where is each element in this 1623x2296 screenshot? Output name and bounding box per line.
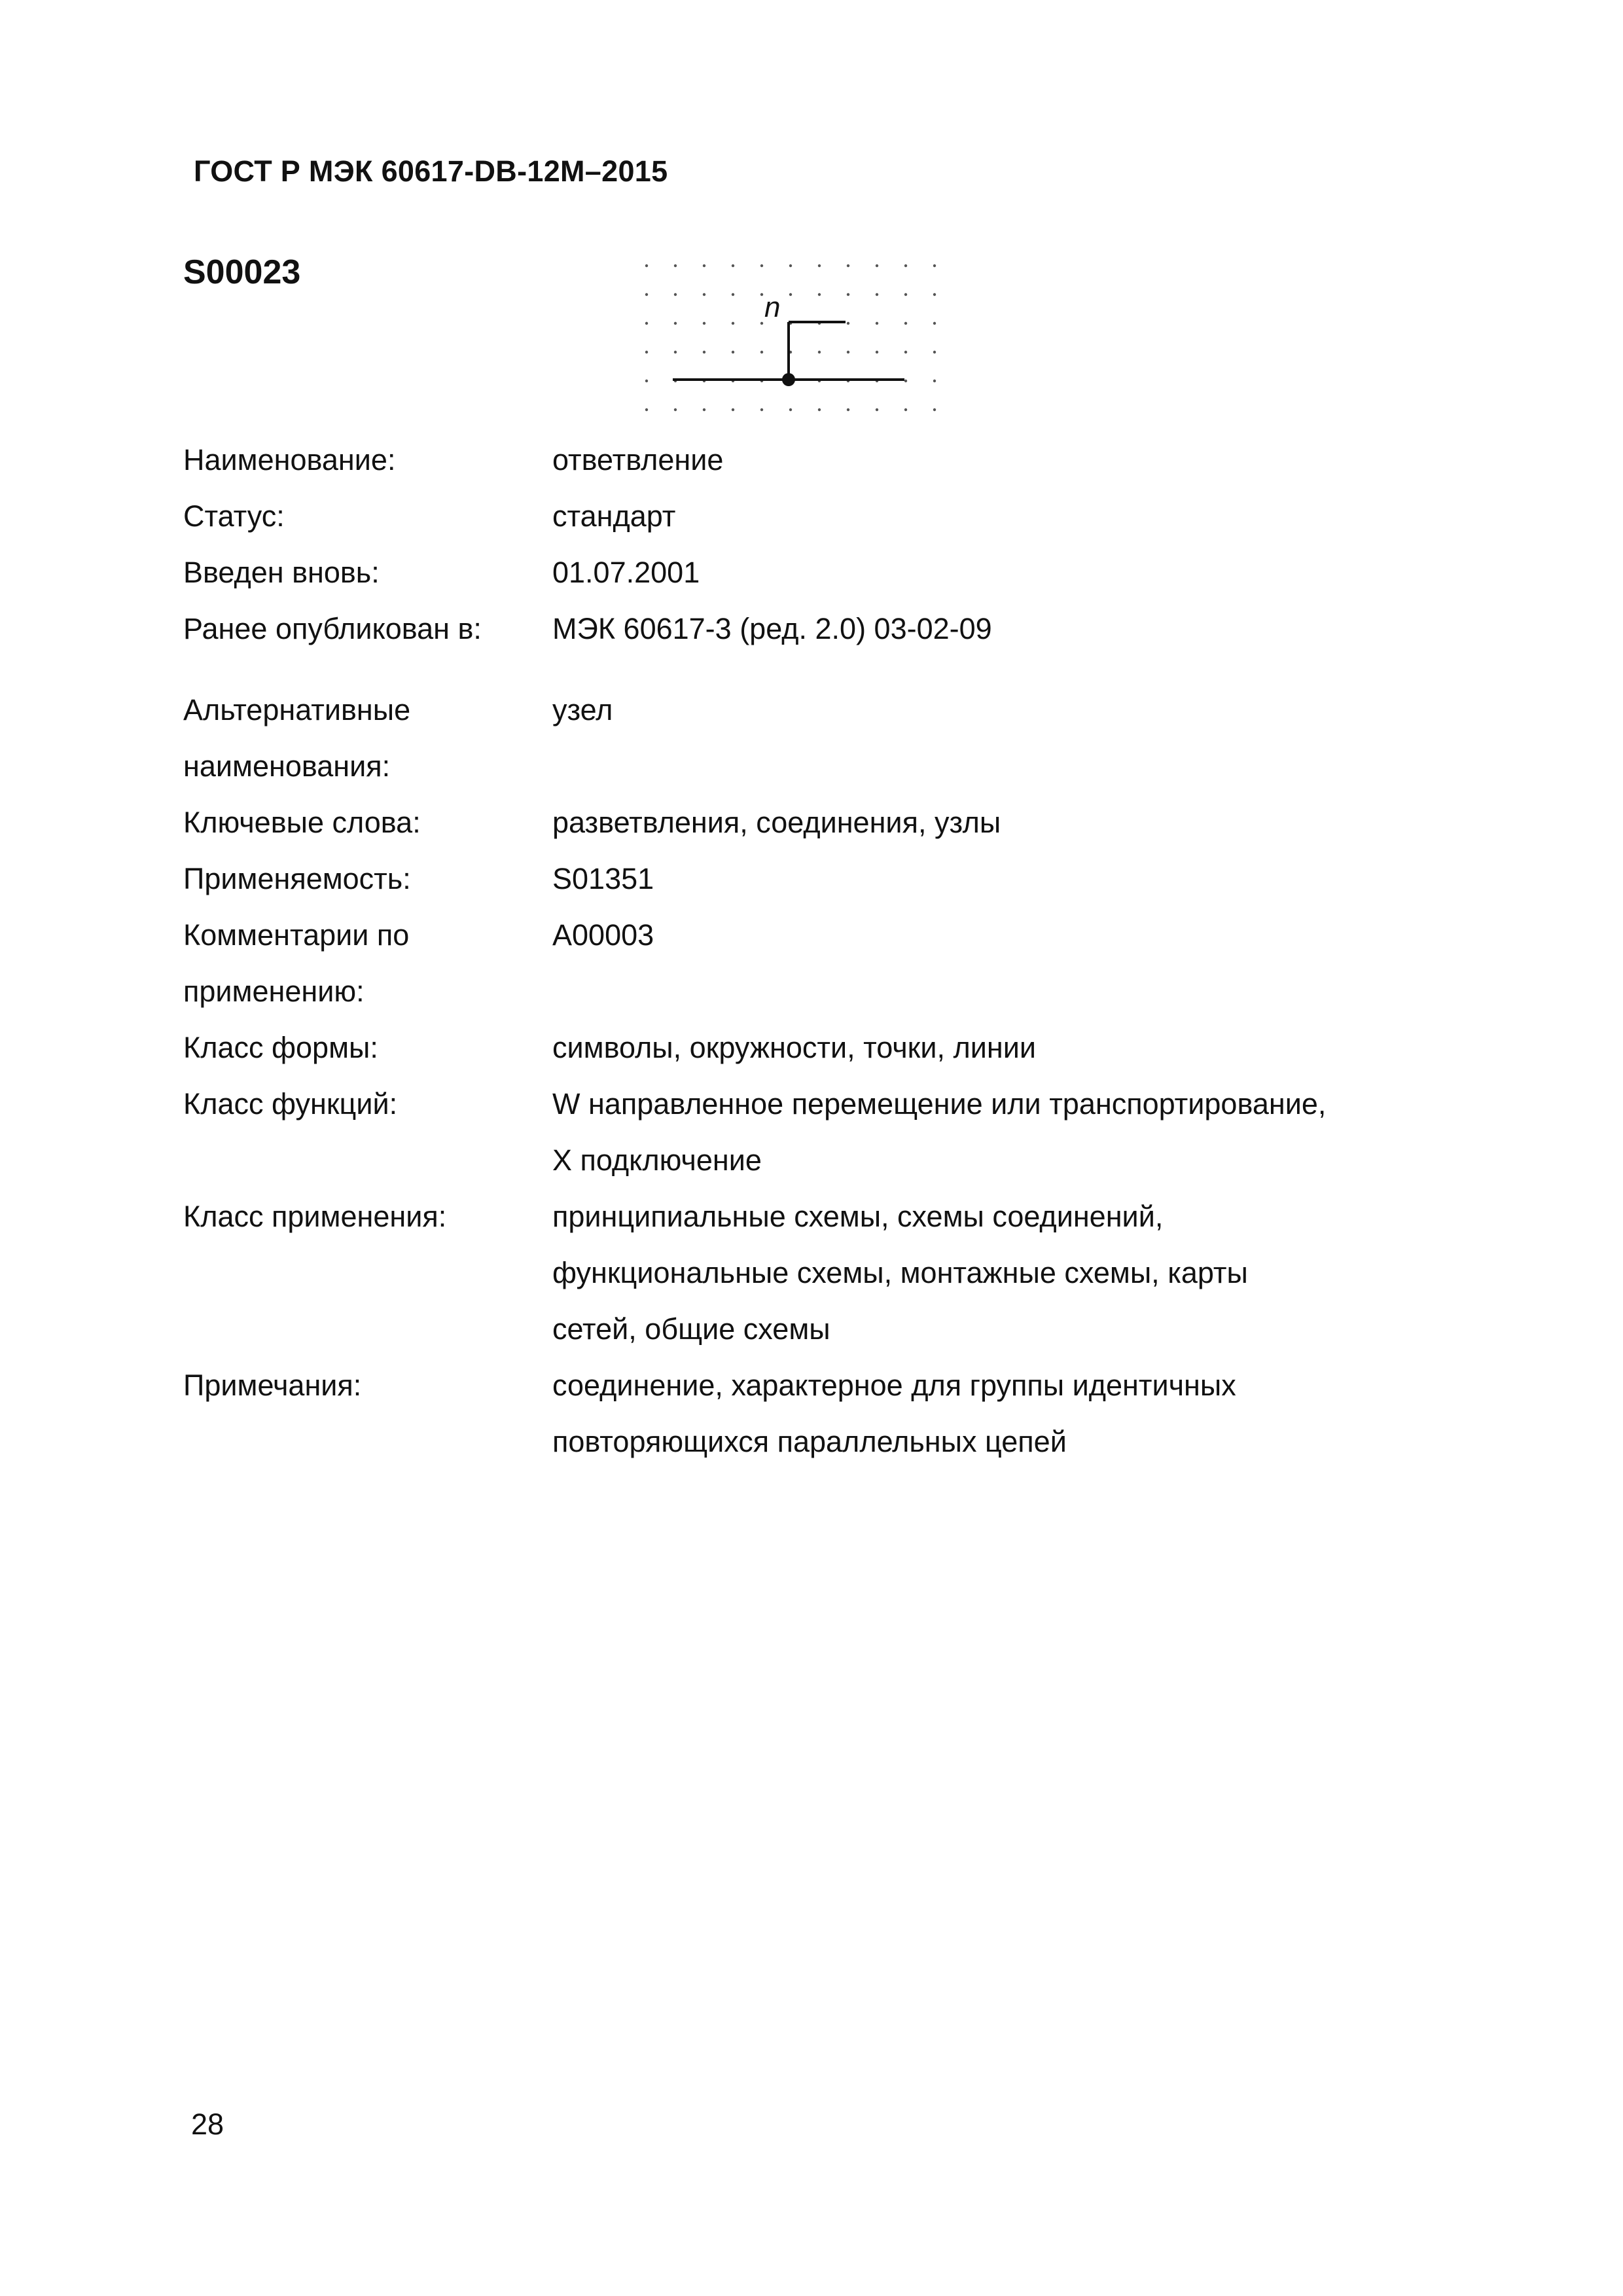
grid-dot	[847, 293, 849, 296]
attribute-value	[552, 1076, 1326, 1189]
page-number: 28	[191, 2108, 224, 2141]
attribute-value	[552, 795, 1001, 851]
attribute-label	[183, 1189, 446, 1245]
attribute-label-line: Альтернативные	[183, 693, 411, 726]
grid-dot	[760, 322, 763, 325]
attribute-label-line: Применяемость:	[183, 862, 411, 895]
grid-dot	[645, 351, 648, 353]
attribute-value-line: X подключение	[552, 1143, 762, 1177]
attribute-value	[552, 545, 700, 601]
grid-dot	[876, 351, 878, 353]
grid-dot	[703, 264, 705, 267]
attribute-value	[552, 1357, 1236, 1470]
symbol-graphic	[635, 249, 949, 419]
attribute-label-line: Ранее опубликован в:	[183, 612, 482, 645]
grid-dot	[674, 293, 677, 296]
attribute-value-line: принципиальные схемы, схемы соединений,	[552, 1200, 1164, 1233]
grid-dot	[645, 322, 648, 325]
document-header: ГОСТ Р МЭК 60617-DB-12M–2015	[194, 154, 668, 188]
grid-dot	[904, 322, 907, 325]
grid-dot	[847, 408, 849, 411]
grid-dot	[933, 322, 936, 325]
grid-dot	[703, 408, 705, 411]
grid-dot	[674, 408, 677, 411]
grid-dot	[904, 351, 907, 353]
attribute-label	[183, 1357, 361, 1414]
grid-dot	[760, 351, 763, 353]
attribute-value-line: стандарт	[552, 499, 676, 533]
grid-dot	[645, 380, 648, 382]
grid-dot	[876, 322, 878, 325]
grid-dot	[933, 293, 936, 296]
grid-dots	[645, 264, 936, 411]
grid-dot	[732, 293, 734, 296]
attribute-value-line: функциональные схемы, монтажные схемы, карты	[552, 1256, 1248, 1289]
attribute-label-line: Примечания:	[183, 1369, 362, 1402]
grid-dot	[876, 293, 878, 296]
junction-dot	[782, 373, 795, 386]
grid-dot	[789, 408, 792, 411]
grid-dot	[933, 380, 936, 382]
grid-dot	[760, 408, 763, 411]
attribute-value-line: W направленное перемещение или транспортирование,	[552, 1087, 1327, 1121]
attribute-value-line: A00003	[552, 918, 654, 952]
grid-dot	[847, 264, 849, 267]
grid-dot	[732, 408, 734, 411]
grid-dot	[904, 408, 907, 411]
grid-dot	[732, 351, 734, 353]
grid-dot	[904, 293, 907, 296]
attribute-label	[183, 795, 421, 851]
attribute-value-line: повторяющихся параллельных цепей	[552, 1425, 1067, 1458]
attribute-value	[552, 1020, 1036, 1076]
grid-dot	[703, 351, 705, 353]
grid-dot	[933, 264, 936, 267]
grid-dot	[674, 264, 677, 267]
attribute-label	[183, 1020, 378, 1076]
attribute-label	[183, 682, 410, 795]
attribute-label-line: Введен вновь:	[183, 556, 380, 589]
attribute-label	[183, 851, 411, 907]
attribute-label-line: Ключевые слова:	[183, 806, 421, 839]
grid-dot	[732, 322, 734, 325]
attribute-label	[183, 432, 395, 488]
attribute-value-line: S01351	[552, 862, 654, 895]
attribute-label	[183, 488, 285, 545]
grid-dot	[760, 264, 763, 267]
attribute-value	[552, 907, 654, 963]
attribute-value-line: МЭК 60617-3 (ред. 2.0) 03-02-09	[552, 612, 992, 645]
attribute-value-line: 01.07.2001	[552, 556, 700, 589]
attribute-value	[552, 851, 654, 907]
attribute-label	[183, 1076, 397, 1132]
grid-dot	[818, 351, 821, 353]
grid-dot	[645, 293, 648, 296]
grid-dot	[674, 322, 677, 325]
attribute-value	[552, 432, 723, 488]
grid-dot	[904, 264, 907, 267]
grid-dot	[645, 408, 648, 411]
attribute-value-line: символы, окружности, точки, линии	[552, 1031, 1037, 1064]
grid-dot	[818, 293, 821, 296]
attribute-label	[183, 601, 482, 657]
grid-dot	[645, 264, 648, 267]
grid-dot	[818, 408, 821, 411]
attribute-label	[183, 907, 409, 1020]
attribute-value	[552, 488, 675, 545]
attribute-label-line: Статус:	[183, 499, 285, 533]
attribute-value-line: разветвления, соединения, узлы	[552, 806, 1001, 839]
grid-dot	[703, 293, 705, 296]
grid-dot	[904, 380, 907, 382]
attribute-label-line: Класс функций:	[183, 1087, 398, 1121]
attribute-value	[552, 601, 992, 657]
grid-dot	[818, 264, 821, 267]
attribute-value	[552, 1189, 1248, 1357]
attribute-label-line: наименования:	[183, 749, 391, 783]
grid-dot	[760, 293, 763, 296]
grid-dot	[933, 351, 936, 353]
branch-count-label: n	[764, 291, 781, 323]
grid-dot	[876, 264, 878, 267]
attribute-value-line: ответвление	[552, 443, 724, 476]
grid-dot	[732, 264, 734, 267]
attribute-label-line: Класс применения:	[183, 1200, 447, 1233]
attribute-value-line: соединение, характерное для группы идентичных	[552, 1369, 1236, 1402]
grid-dot	[933, 408, 936, 411]
attribute-label-line: Комментарии по	[183, 918, 410, 952]
attribute-label	[183, 545, 380, 601]
grid-dot	[847, 351, 849, 353]
symbol-id: S00023	[183, 253, 301, 291]
grid-dot	[789, 293, 792, 296]
attribute-label-line: применению:	[183, 975, 365, 1008]
grid-dot	[703, 322, 705, 325]
grid-dot	[847, 322, 849, 325]
grid-dot	[674, 351, 677, 353]
grid-dot	[876, 408, 878, 411]
attribute-value-line: сетей, общие схемы	[552, 1312, 830, 1346]
attribute-value-line: узел	[552, 693, 613, 726]
attribute-label-line: Класс формы:	[183, 1031, 378, 1064]
attribute-value	[552, 682, 613, 738]
grid-dot	[789, 264, 792, 267]
attribute-label-line: Наименование:	[183, 443, 396, 476]
